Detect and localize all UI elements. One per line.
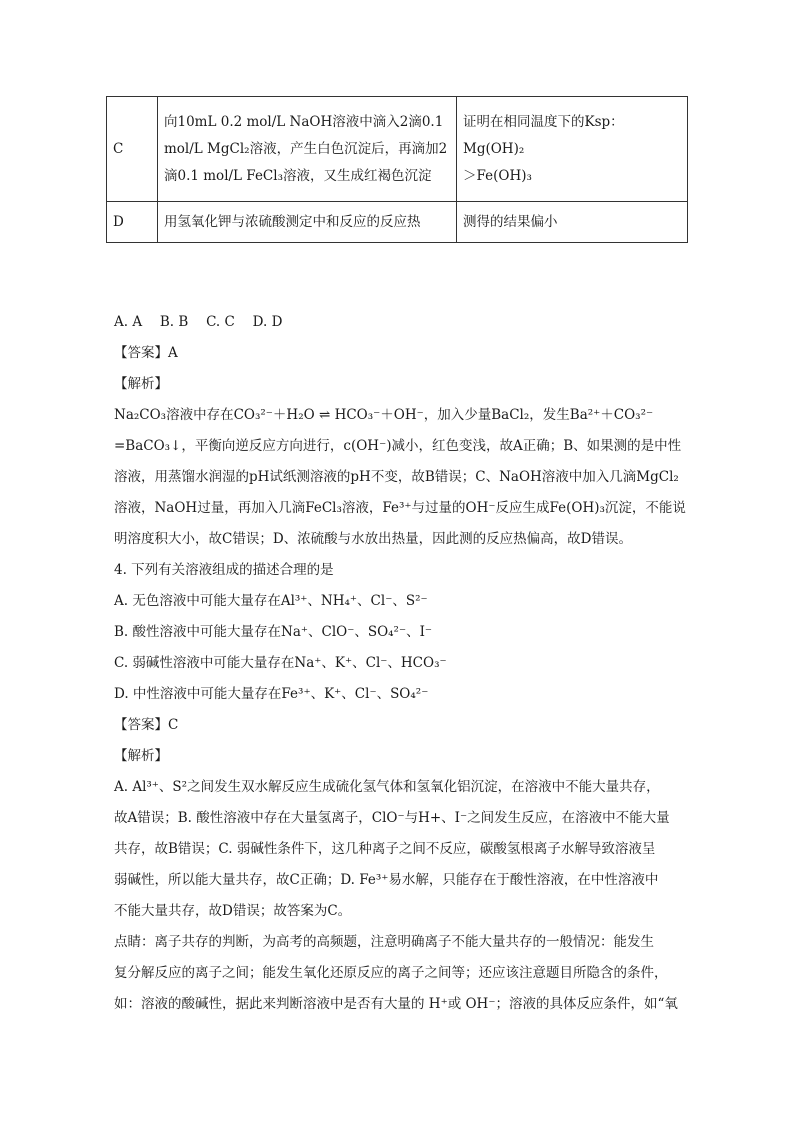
analysis-line: 不能大量共存，故D错误；故答案为C。 [114, 903, 352, 919]
analysis-line: 溶液，NaOH过量，再加入几滴FeCl₃溶液，Fe³⁺与过量的OH⁻反应生成Fe(OH)₃沉淀，不能说 [114, 500, 686, 516]
operation-cell: 用氢氧化钾与浓硫酸测定中和反应的反应热 [158, 202, 457, 243]
table-row-d [107, 202, 688, 243]
conclusion-line: ＞Fe(OH)₃ [463, 167, 532, 184]
operation-line: 向10mL 0.2 mol/L NaOH溶液中滴入2滴0.1 [164, 113, 444, 130]
row-label: C [107, 97, 158, 202]
analysis-line: Na₂CO₃溶液中存在CO₃²⁻＋H₂O ⇌ HCO₃⁻＋OH⁻，加入少量BaCl₂，发生Ba²⁺＋CO₃²⁻ [114, 407, 654, 423]
option-a: A. 无色溶液中可能大量存在Al³⁺、NH₄⁺、Cl⁻、S²⁻ [114, 593, 428, 609]
option-c: C. 弱碱性溶液中可能大量存在Na⁺、K⁺、Cl⁻、HCO₃⁻ [114, 655, 447, 671]
operation-line: mol/L MgCl₂溶液，产生白色沉淀后，再滴加2 [164, 140, 448, 157]
analysis-line: A. Al³⁺、S²之间发生双水解反应生成硫化氢气体和氢氧化铝沉淀，在溶液中不能大量共存， [114, 779, 660, 795]
question-4-block [114, 555, 686, 1020]
tip-line: 复分解反应的离子之间；能发生氧化还原反应的离子之间等；还应该注意题目所隐含的条件， [114, 965, 668, 981]
row-label: D [107, 202, 158, 243]
conclusion-line: 证明在相同温度下的Ksp：Mg(OH)₂ [463, 113, 624, 157]
conclusion-cell: 测得的结果偏小 [457, 202, 688, 243]
conclusion-cell [457, 97, 688, 202]
question-3-answer-block [114, 307, 686, 555]
analysis-line: =BaCO₃↓，平衡向逆反应方向进行，c(OH⁻)减小，红色变浅，故A正确；B、如果测的是中性 [114, 438, 682, 454]
question-stem: 4. 下列有关溶液组成的描述合理的是 [114, 562, 334, 578]
analysis-line: 共存，故B错误；C. 弱碱性条件下，这几种离子之间不反应，碳酸氢根离子水解导致溶液呈 [114, 841, 656, 857]
analysis-line: 弱碱性，所以能大量共存，故C正确；D. Fe³⁺易水解，只能存在于酸性溶液，在中性溶液中 [114, 872, 659, 888]
operation-line: 滴0.1 mol/L FeCl₃溶液，又生成红褐色沉淀 [164, 167, 432, 184]
analysis-line: 故A错误；B. 酸性溶液中存在大量氢离子，ClO⁻与H+、I⁻之间发生反应，在溶液中不能大量 [114, 810, 670, 826]
tip-line: 点睛：离子共存的判断，为高考的高频题，注意明确离子不能大量共存的一般情况：能发生 [114, 934, 654, 950]
analysis-label: 【解析】 [114, 376, 168, 392]
analysis-line: 溶液，用蒸馏水润湿的pH试纸测溶液的pH不变，故B错误；C、NaOH溶液中加入几滴MgCl₂ [114, 469, 679, 485]
answer-line: 【答案】A [114, 345, 178, 361]
answer-line: 【答案】C [114, 717, 179, 733]
operation-cell [158, 97, 457, 202]
tip-line: 如：溶液的酸碱性，据此来判断溶液中是否有大量的 H⁺或 OH⁻；溶液的具体反应条件，如“氧 [114, 996, 678, 1012]
analysis-label: 【解析】 [114, 748, 168, 764]
option-b: B. 酸性溶液中可能大量存在Na⁺、ClO⁻、SO₄²⁻、I⁻ [114, 624, 433, 640]
experiment-table [106, 96, 688, 243]
options-line: A. A B. B C. C D. D [114, 314, 283, 330]
option-d: D. 中性溶液中可能大量存在Fe³⁺、K⁺、Cl⁻、SO₄²⁻ [114, 686, 429, 702]
table-row-c [107, 97, 688, 202]
analysis-line: 明溶度积大小，故C错误；D、浓硫酸与水放出热量，因此测的反应热偏高，故D错误。 [114, 531, 632, 547]
